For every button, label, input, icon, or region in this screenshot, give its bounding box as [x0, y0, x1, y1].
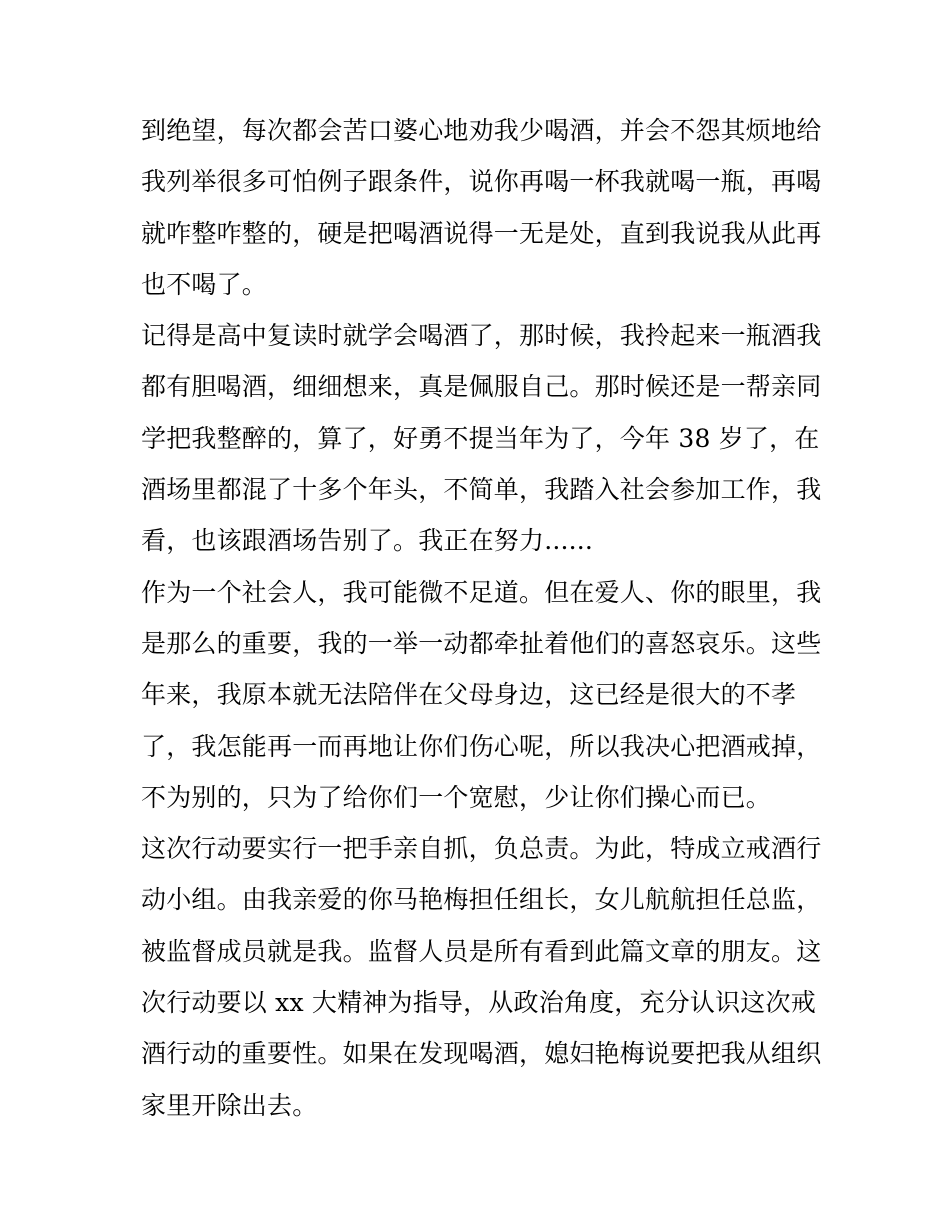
text-line: 了，我怎能再一而再地让你们伤心呢，所以我决心把酒戒掉，	[141, 731, 822, 761]
text-line: 记得是高中复读时就学会喝酒了，那时候，我拎起来一瓶酒我	[141, 321, 822, 351]
text-line: 次行动要以 xx 大精神为指导，从政治角度，充分认识这次戒	[141, 988, 816, 1018]
document-body	[141, 105, 821, 1131]
paragraph-2	[141, 310, 821, 566]
text-line: 这次行动要实行一把手亲自抓，负总责。为此，特成立戒酒行	[141, 834, 822, 864]
text-line: 被监督成员就是我。监督人员是所有看到此篇文章的朋友。这	[141, 936, 822, 966]
paragraph-1	[141, 105, 821, 310]
text-line: 就咋整咋整的，硬是把喝酒说得一无是处，直到我说我从此再	[141, 218, 822, 248]
text-line: 学把我整醉的，算了，好勇不提当年为了，今年 38 岁了，在	[141, 423, 820, 453]
text-line: 酒场里都混了十多个年头，不简单，我踏入社会参加工作，我	[141, 475, 822, 505]
text-line: 也不喝了。	[141, 269, 268, 299]
text-line: 作为一个社会人，我可能微不足道。但在爱人、你的眼里，我	[141, 577, 822, 607]
text-line: 都有胆喝酒，细细想来，真是佩服自己。那时候还是一帮亲同	[141, 372, 822, 402]
text-line: 年来，我原本就无法陪伴在父母身边，这已经是很大的不孝	[141, 680, 797, 710]
text-line: 是那么的重要，我的一举一动都牵扯着他们的喜怒哀乐。这些	[141, 628, 822, 658]
paragraph-4	[141, 823, 821, 1131]
text-line: 动小组。由我亲爱的你马艳梅担任组长，女儿航航担任总监，	[141, 885, 822, 915]
paragraph-3	[141, 567, 821, 823]
text-line: 看，也该跟酒场告别了。我正在努力......	[141, 526, 594, 556]
text-line: 到绝望，每次都会苦口婆心地劝我少喝酒，并会不怨其烦地给	[141, 116, 822, 145]
text-line: 我列举很多可怕例子跟条件，说你再喝一杯我就喝一瓶，再喝	[141, 167, 822, 197]
text-line: 家里开除出去。	[141, 1090, 318, 1120]
text-line: 不为别的，只为了给你们一个宽慰，少让你们操心而已。	[141, 782, 772, 812]
text-line: 酒行动的重要性。如果在发现喝酒，媳妇艳梅说要把我从组织	[141, 1039, 822, 1069]
